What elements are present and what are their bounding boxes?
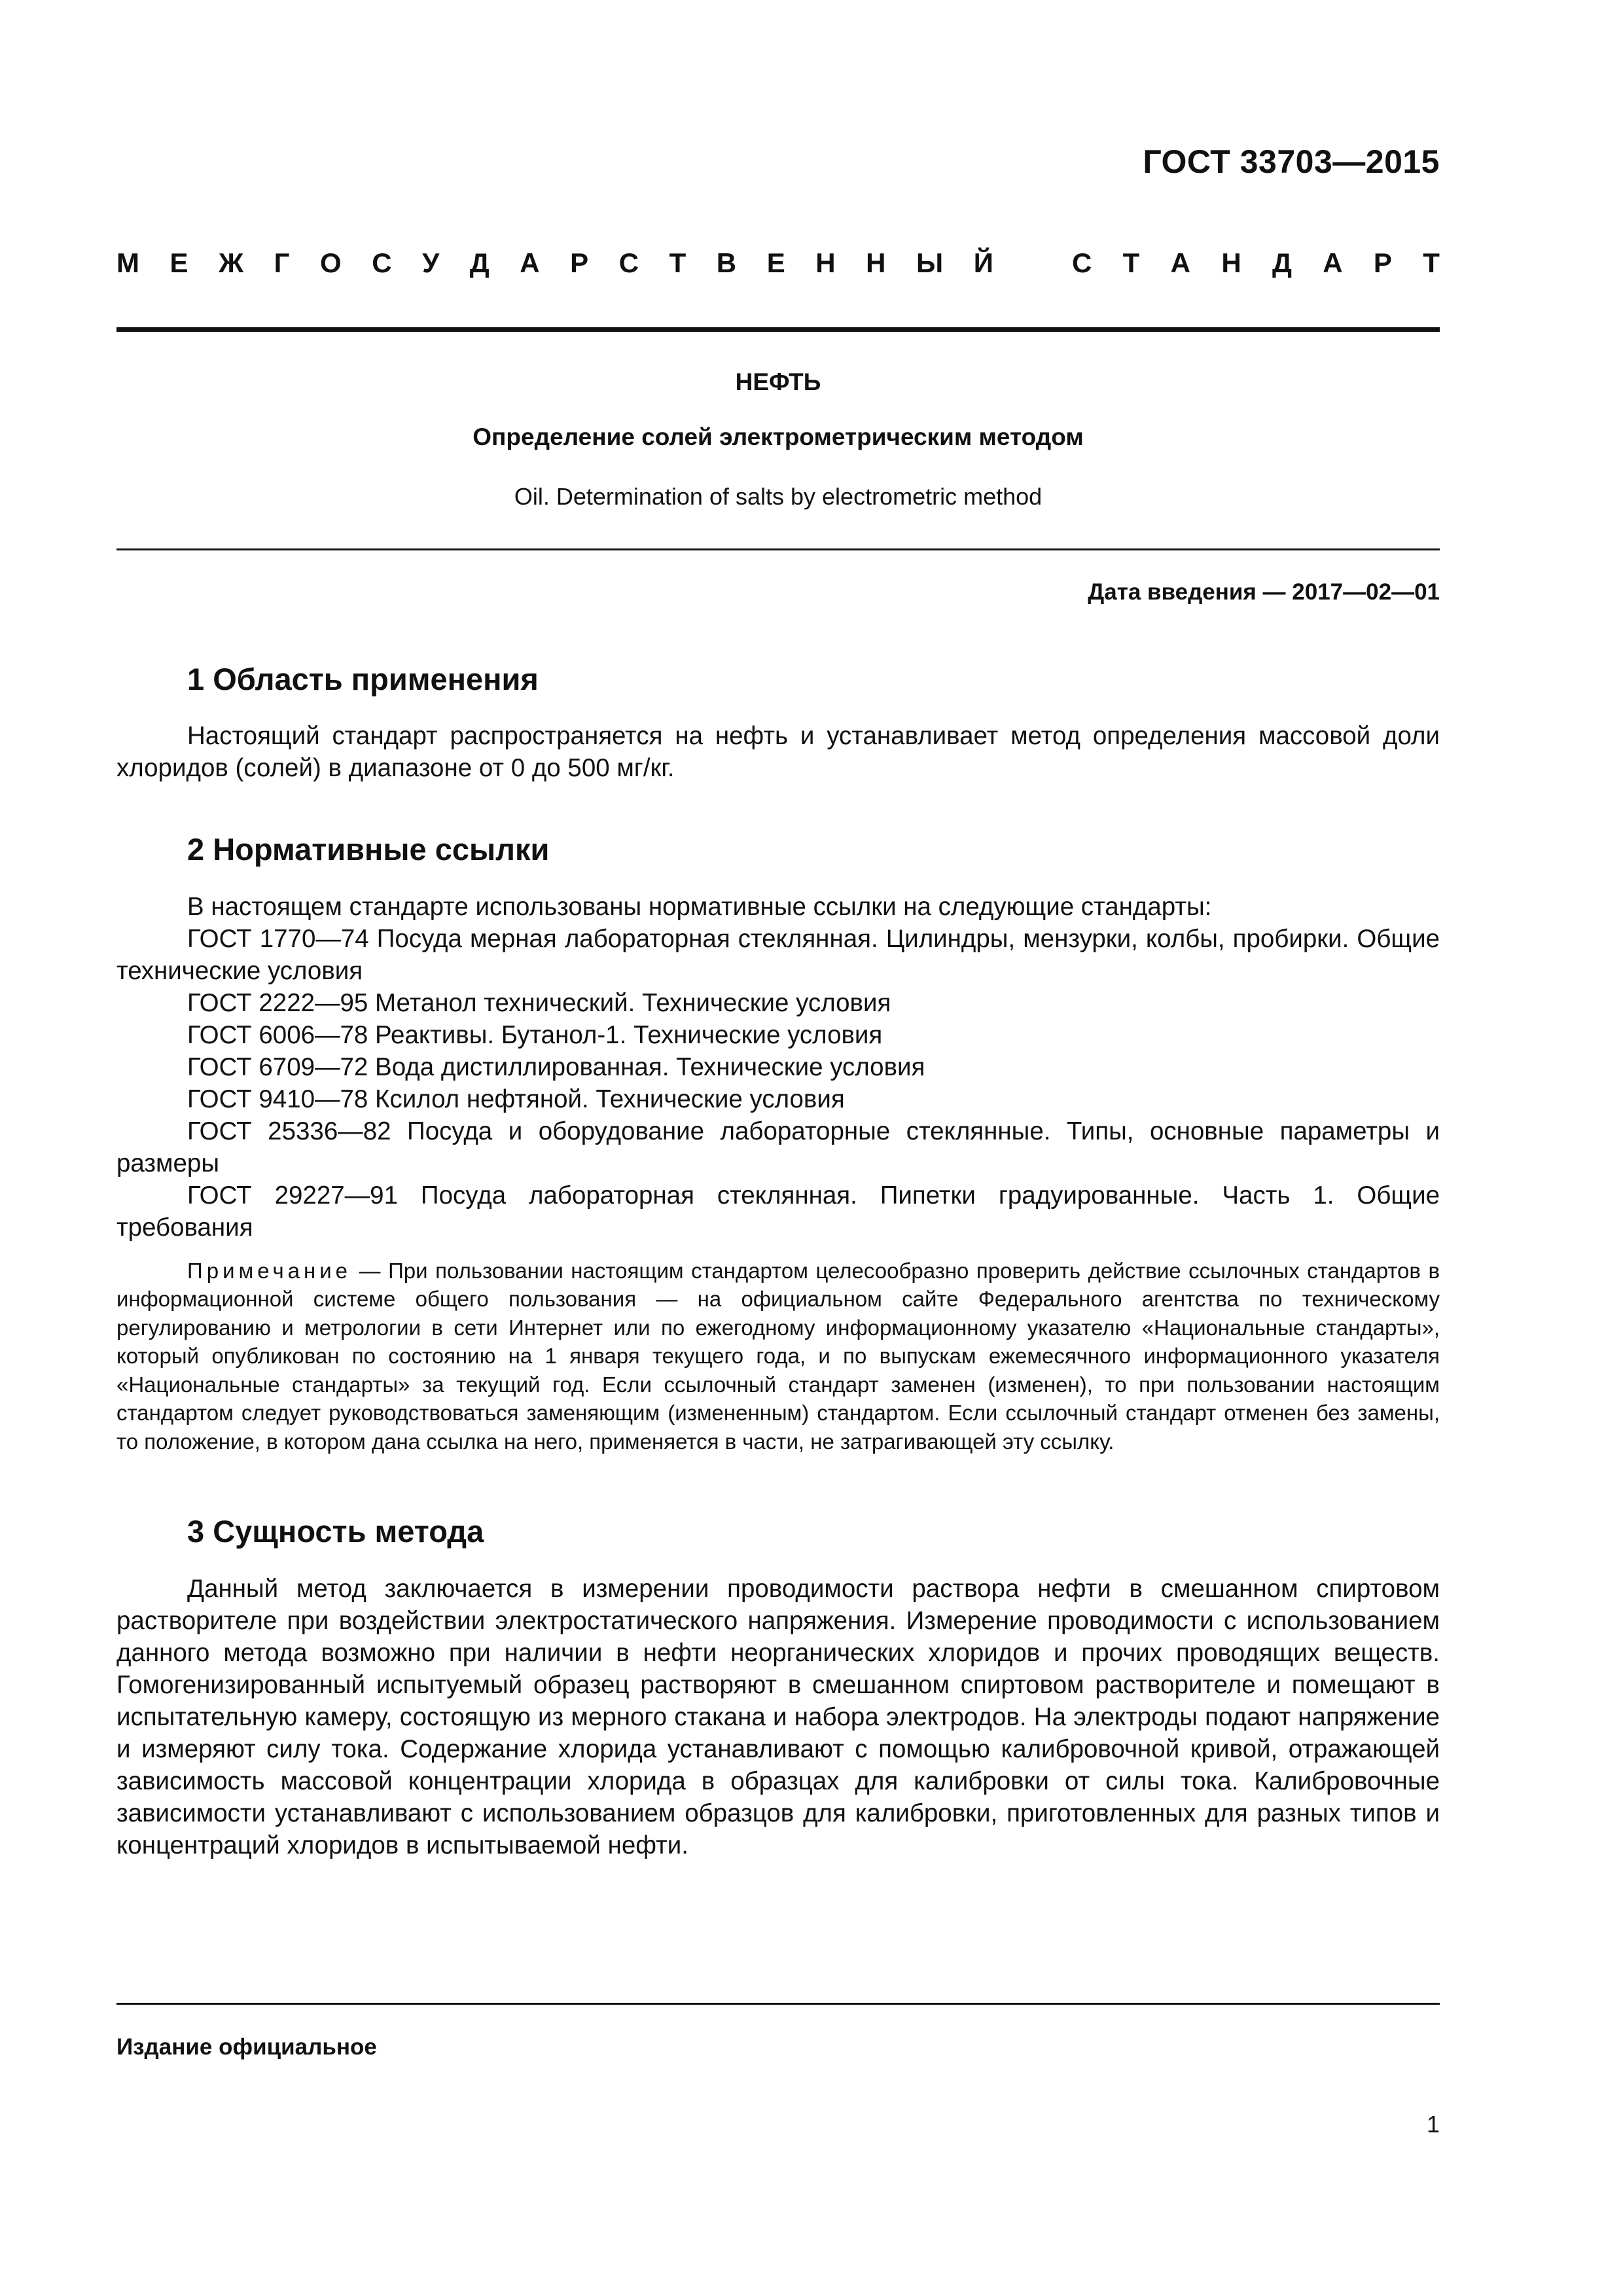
banner-letter: Е [169, 247, 188, 278]
banner-letter: А [520, 247, 540, 278]
reference-item: ГОСТ 6006—78 Реактивы. Бутанол-1. Технические условия [187, 1020, 883, 1049]
banner-letter: В [716, 247, 737, 278]
note-label: Примечание [187, 1258, 352, 1283]
paragraph: В настоящем стандарте использованы нормативные ссылки на следующие стандарты: [187, 892, 1212, 921]
reference-item: ГОСТ 9410—78 Ксилол нефтяной. Технические условия [187, 1085, 845, 1113]
section-method-essence [116, 1513, 1440, 1861]
banner-letter: М [116, 247, 139, 278]
banner-letter: О [319, 247, 342, 278]
banner-letter: У [422, 247, 440, 278]
section-heading: 2 Нормативные ссылки [187, 832, 550, 867]
banner-letter: Т [669, 247, 687, 278]
banner-letter: Й [973, 247, 993, 278]
banner-letter: Р [570, 247, 589, 278]
banner-letter: Т [1122, 247, 1140, 278]
title-divider [116, 548, 1440, 550]
footer-rule [116, 2003, 1440, 2005]
banner-letter: Т [1423, 247, 1440, 278]
banner-letter: С [618, 247, 639, 278]
document-number: ГОСТ 33703—2015 [1143, 143, 1440, 180]
paragraph: Настоящий стандарт распространяется на нефть и устанавливает метод определения массовой доли хлоридов (солей) в диапазоне от 0 до 500 мг/кг. [116, 722, 1440, 783]
banner-letter: Ы [916, 247, 944, 278]
banner-letter: Н [866, 247, 886, 278]
banner-letter: А [1323, 247, 1343, 278]
section-normative-references [116, 831, 1440, 1456]
banner-letter: Д [469, 247, 490, 278]
page-number: 1 [1426, 2111, 1440, 2138]
paragraph: Данный метод заключается в измерении проводимости раствора нефти в смешанном спиртовом растворителе при воздействии электростатического напряжения. Измерение проводимости с использованием данного метода возможно при наличии в нефти неорганических хлоридов и прочих проводящих веществ. Гомогенизированный испытуемый образец растворяют в смешанном спиртовом растворителе и помещают в испытательную камеру, состоящую из мерного стакана и набора электродов. На электроды подают напряжение и измеряют силу тока. Содержание хлорида устанавливают с помощью калибровочной кривой, отражающей зависимость массовой концентрации хлорида в образцах для калибровки от силы тока. Калибровочные зависимости устанавливают с использованием образцов для калибровки, приготовленных для разных типов и концентраций хлоридов в испытываемой нефти. [116, 1574, 1440, 1859]
reference-item: ГОСТ 25336—82 Посуда и оборудование лабораторные стеклянные. Типы, основные параметры и размеры [116, 1117, 1440, 1177]
banner-letter: Д [1272, 247, 1292, 278]
english-title: Oil. Determination of salts by electrometric method [514, 483, 1043, 510]
introduction-date: Дата введения — 2017—02—01 [1088, 579, 1440, 605]
note-text: — При пользовании настоящим стандартом целесообразно проверить действие ссылочных стандартов в информационной системе общего пользования — на официальном сайте Федерального агентства по техническому регулированию и метрологии в сети Интернет или по ежегодному информационному указателю «Национальные стандарты», который опубликован по состоянию на 1 января текущего года, и по выпускам ежемесячного информационного указателя «Национальные стандарты» за текущий год. Если ссылочный стандарт заменен (изменен), то при пользовании настоящим стандартом следует руководствоваться заменяющим (измененным) стандартом. Если ссылочный стандарт отменен без замены, то положение, в котором дана ссылка на него, применяется в части, не затрагивающей эту ссылку. [116, 1258, 1440, 1454]
reference-item: ГОСТ 6709—72 Вода дистиллированная. Технические условия [187, 1052, 925, 1081]
reference-item: ГОСТ 2222—95 Метанол технический. Технические условия [187, 988, 891, 1017]
header-thick-rule [116, 327, 1440, 332]
banner-letter: С [372, 247, 392, 278]
interstate-word [116, 247, 993, 279]
note [116, 1257, 1440, 1456]
banner-letter: Г [274, 247, 290, 278]
banner-letter: Р [1373, 247, 1392, 278]
reference-item: ГОСТ 1770—74 Посуда мерная лабораторная стеклянная. Цилиндры, мензурки, колбы, пробирки. Общие технические условия [116, 924, 1440, 985]
section-heading: 3 Сущность метода [187, 1514, 484, 1549]
reference-item: ГОСТ 29227—91 Посуда лабораторная стеклянная. Пипетки градуированные. Часть 1. Общие требования [116, 1181, 1440, 1242]
banner-letter: А [1170, 247, 1190, 278]
interstate-standard-banner [116, 247, 1440, 279]
edition-label: Издание официальное [116, 2034, 377, 2060]
banner-letter: Н [1221, 247, 1241, 278]
banner-letter: Н [815, 247, 836, 278]
banner-letter: Ж [219, 247, 244, 278]
document-title: НЕФТЬ [735, 368, 821, 395]
banner-letter: С [1072, 247, 1092, 278]
document-subtitle: Определение солей электрометрическим методом [473, 423, 1084, 450]
document-body [116, 661, 1440, 1909]
section-heading: 1 Область применения [187, 662, 539, 696]
section-scope [116, 661, 1440, 784]
banner-letter: Е [766, 247, 785, 278]
standard-word [1072, 247, 1440, 279]
